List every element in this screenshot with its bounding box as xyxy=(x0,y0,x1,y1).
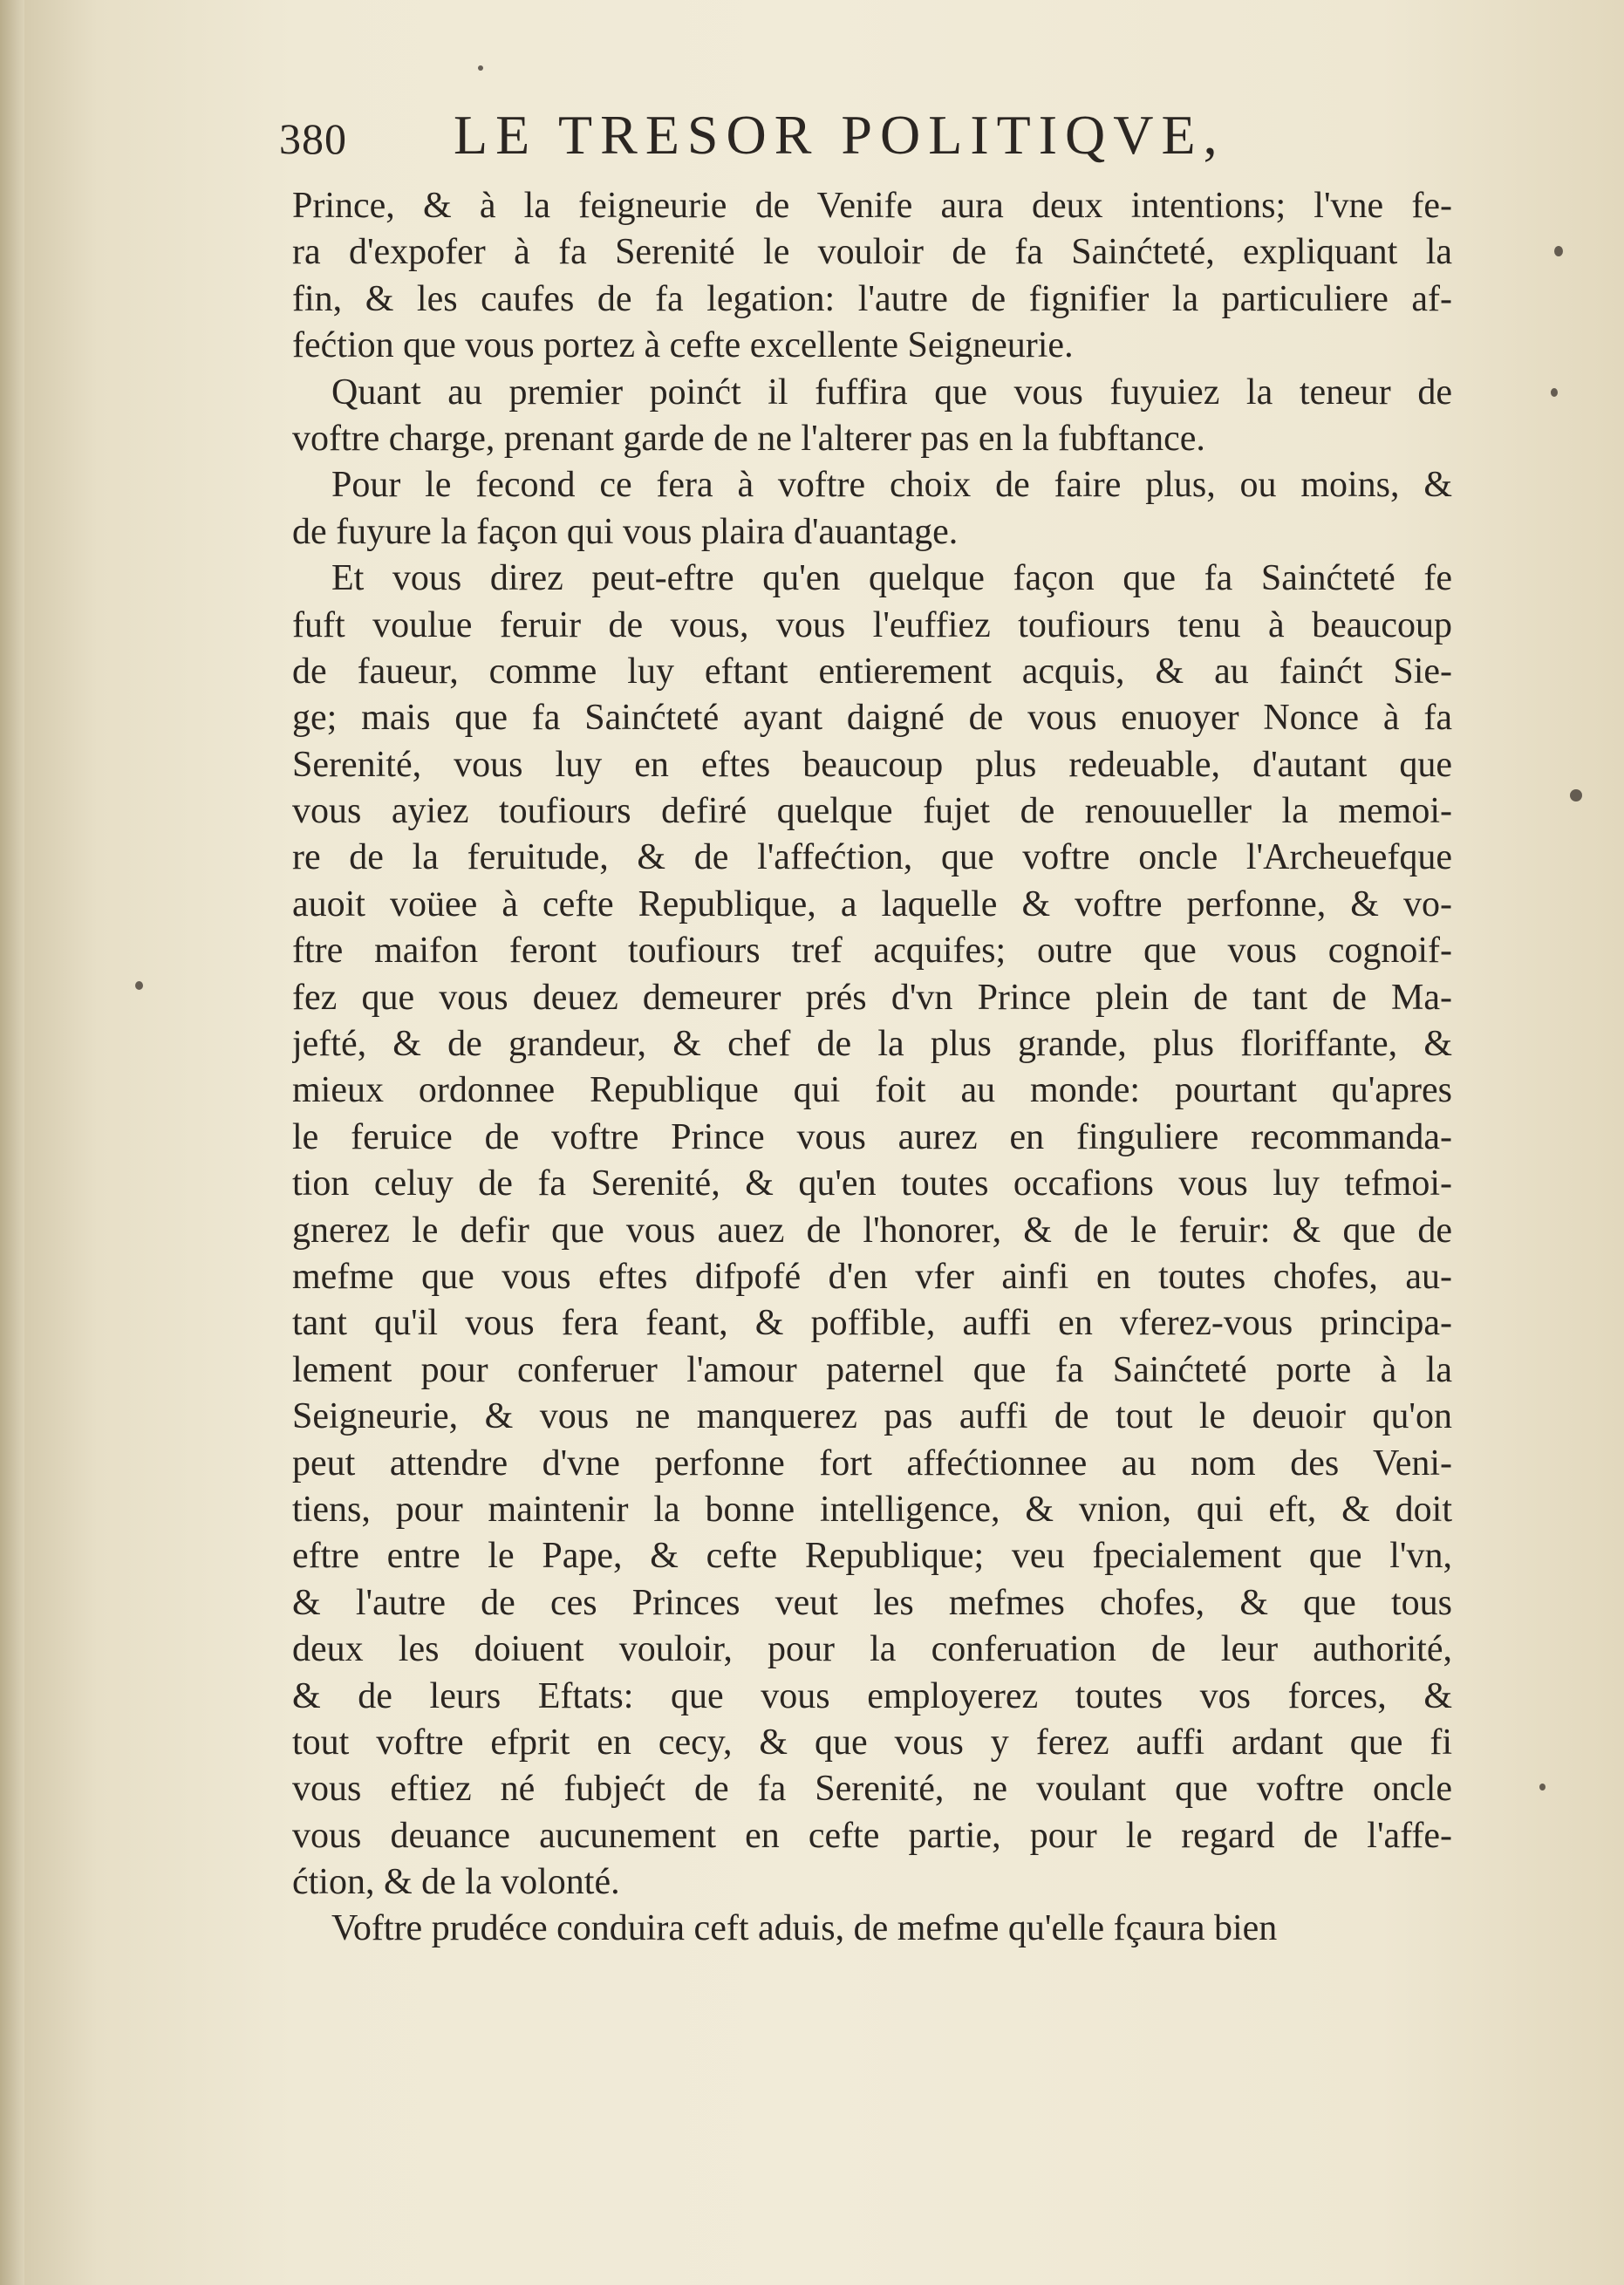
text-line: fećtion que vous portez à cefte excellente Seigneurie. xyxy=(292,325,1074,366)
text-line: le feruice de voftre Prince vous aurez en finguliere recommanda- xyxy=(292,1116,1452,1157)
text-line: ge; mais que fa Sainćteté ayant daigné de vous enuoyer Nonce à fa xyxy=(292,698,1452,739)
ink-speck xyxy=(1570,789,1582,801)
text-line: deux les doiuent vouloir, pour la conferuation de leur authorité, xyxy=(292,1629,1452,1670)
text-line: Serenité, vous luy en eftes beaucoup plus redeuable, d'autant que xyxy=(292,744,1452,785)
page-number: 380 xyxy=(279,114,347,163)
ink-speck xyxy=(478,65,483,71)
text-line: tant qu'il vous fera feant, & poffible, auffi en vferez-vous principa- xyxy=(292,1303,1452,1344)
ink-speck xyxy=(1554,246,1563,256)
text-line: voftre charge, prenant garde de ne l'alterer pas en la fubftance. xyxy=(292,418,1205,459)
ink-speck xyxy=(1551,388,1558,397)
ink-speck xyxy=(1539,1784,1546,1790)
text-line: jefté, & de grandeur, & chef de la plus grande, plus floriffante, & xyxy=(292,1024,1452,1065)
text-line: tion celuy de fa Serenité, & qu'en toutes occafions vous luy tefmoi- xyxy=(292,1163,1452,1204)
text-line: vous deuance aucunement en cefte partie, pour le regard de l'affe- xyxy=(292,1815,1452,1856)
text-line: lement pour conferuer l'amour paternel que fa Sainćteté porte à la xyxy=(292,1349,1452,1390)
text-line: de fuyure la façon qui vous plaira d'auantage. xyxy=(292,511,959,552)
text-line: Prince, & à la feigneurie de Venife aura deux intentions; l'vne fe- xyxy=(292,186,1452,226)
text-line: Quant au premier poinćt il fuffira que vous fuyuiez la teneur de xyxy=(331,372,1452,413)
text-line: gnerez le defir que vous auez de l'honorer, & de le feruir: & que de xyxy=(292,1210,1452,1251)
text-line: mieux ordonnee Republique qui foit au monde: pourtant qu'apres xyxy=(292,1070,1452,1111)
text-line: vous eftiez né fubjećt de fa Serenité, ne voulant que voftre oncle xyxy=(292,1769,1452,1810)
text-line: ćtion, & de la volonté. xyxy=(292,1862,620,1903)
text-line: fuft voulue feruir de vous, vous l'euffiez toufiours tenu à beaucoup xyxy=(292,604,1452,645)
text-line: fez que vous deuez demeurer prés d'vn Prince plein de tant de Ma- xyxy=(292,977,1452,1018)
running-title: LE TRESOR POLITIQVE, xyxy=(454,104,1225,166)
text-line: Seigneurie, & vous ne manquerez pas auffi de tout le deuoir qu'on xyxy=(292,1396,1452,1437)
text-line: vous ayiez toufiours defiré quelque fujet de renouueller la memoi- xyxy=(292,791,1452,832)
text-line: fin, & les caufes de fa legation: l'autre de fignifier la particuliere af- xyxy=(292,278,1452,319)
text-line: mefme que vous eftes difpofé d'en vfer ainfi en toutes chofes, au- xyxy=(292,1256,1452,1297)
text-line: Voftre prudéce conduira ceft aduis, de mefme qu'elle fçaura bien xyxy=(331,1908,1278,1949)
text-line: Et vous direz peut-eftre qu'en quelque façon que fa Sainćteté fe xyxy=(331,558,1452,599)
text-line: Pour le fecond ce fera à voftre choix de faire plus, ou moins, & xyxy=(331,465,1452,506)
text-line: ftre maifon feront toufiours tref acquifes; outre que vous cognoif- xyxy=(292,931,1452,972)
page-gutter-shadow xyxy=(0,0,24,2285)
text-line: tout voftre efprit en cecy, & que vous y ferez auffi ardant que fi xyxy=(292,1722,1452,1763)
text-line: re de la feruitude, & de l'affećtion, que voftre oncle l'Archeuefque xyxy=(292,837,1452,878)
text-line: de faueur, comme luy eftant entierement acquis, & au fainćt Sie- xyxy=(292,651,1452,692)
text-line: eftre entre le Pape, & cefte Republique; veu fpecialement que l'vn, xyxy=(292,1536,1452,1577)
text-line: tiens, pour maintenir la bonne intelligence, & vnion, qui eft, & doit xyxy=(292,1489,1452,1530)
text-line: & de leurs Eftats: que vous employerez toutes vos forces, & xyxy=(292,1675,1452,1716)
ink-speck xyxy=(135,981,143,990)
body-text xyxy=(292,183,1452,1953)
running-head xyxy=(279,103,1500,181)
text-line: & l'autre de ces Princes veut les mefmes chofes, & que tous xyxy=(292,1582,1452,1623)
text-line: auoit voüee à cefte Republique, a laquelle & voftre perfonne, & vo- xyxy=(292,883,1452,924)
text-line: ra d'expofer à fa Serenité le vouloir de fa Sainćteté, expliquant la xyxy=(292,232,1452,273)
text-line: peut attendre d'vne perfonne fort affećtionnee au nom des Veni- xyxy=(292,1443,1452,1484)
